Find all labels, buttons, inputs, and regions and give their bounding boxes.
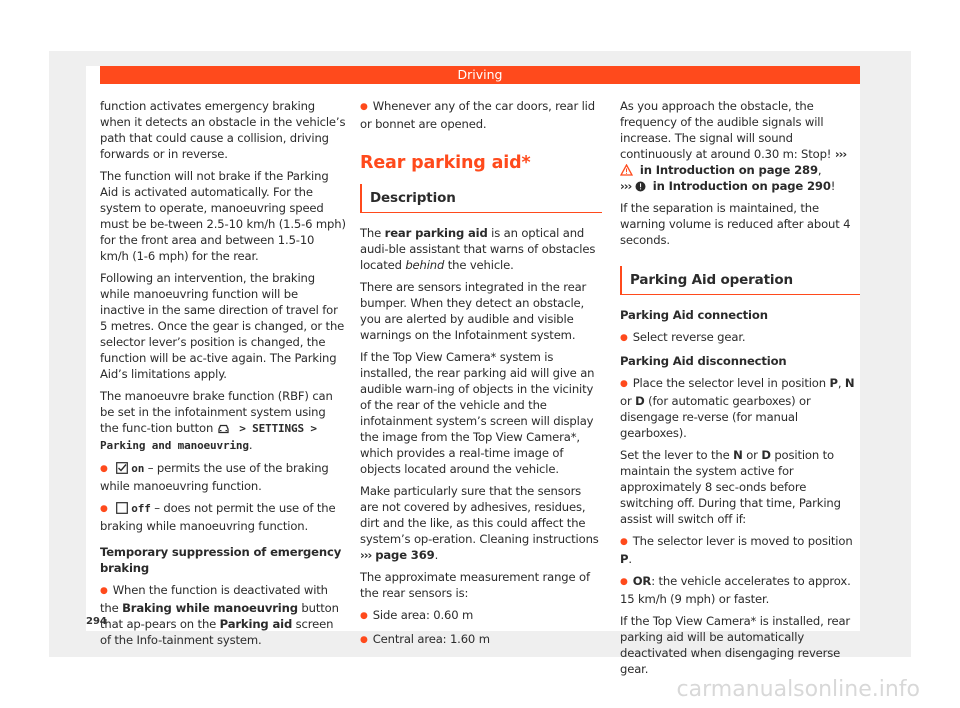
- page-number: 294: [86, 616, 107, 627]
- text: button that ap-pears on the: [100, 601, 339, 631]
- column-3: [620, 98, 860, 683]
- car-icon: [217, 424, 230, 434]
- text: The selector lever is moved to position: [632, 534, 853, 548]
- text: !: [830, 179, 836, 193]
- paragraph: If the Top View Camera* system is installed, the rear parking aid will give an audible warn-ing of objects in the vicinity of the rear of the vehicle and the infotainment system’s screen will display the image from the Top View Camera*, which provides a real-time image of objects located around the vehicle.: [360, 350, 595, 476]
- text: or: [620, 394, 636, 408]
- bold-text: P: [620, 552, 629, 566]
- bold-text: D: [761, 448, 771, 462]
- text: Make particularly sure that the sensors are not covered by adhesives, residues, dirt and the like, as this could affect the system’s op-eration. Cleaning instructions: [360, 484, 599, 546]
- text: or: [742, 448, 762, 462]
- off-label: off: [131, 502, 151, 515]
- bold-text: rear parking aid: [384, 226, 488, 240]
- text: Select reverse gear.: [632, 330, 746, 344]
- bold-text: N: [844, 376, 855, 390]
- text: .: [434, 548, 439, 562]
- paragraph: [620, 447, 860, 527]
- paragraph: The function will not brake if the Parking Aid is activated automatically. For the system to operate, manoeuvring speed must be be-tween 2.5-10 km/h (1.5-6 mph) for the front area and between 1.5-10 km/h (1-6 mph) for the rear.: [100, 169, 346, 263]
- on-text: – permits the use of the braking while manoeuvring function.: [100, 461, 329, 493]
- bullet: [620, 534, 633, 548]
- page-reference-link[interactable]: page 369: [371, 548, 435, 562]
- text: Set the lever to the: [620, 448, 734, 462]
- text: Place the selector level in position: [632, 376, 830, 390]
- paragraph: The approximate measurement range of the rear sensors is:: [360, 570, 590, 600]
- list-item: [620, 375, 860, 441]
- reference-arrow: ›››: [834, 147, 847, 161]
- italic-text: behind: [405, 258, 445, 272]
- bold-text: N: [733, 448, 743, 462]
- reference-arrow: ›››: [360, 548, 372, 562]
- heading: Temporary suppression of emergency braking: [100, 545, 342, 575]
- bullet: [620, 330, 633, 344]
- subsection-title: Description: [360, 184, 602, 213]
- chapter-header: Driving: [100, 66, 860, 84]
- reference-arrow: ›››: [620, 179, 632, 193]
- checkbox-checked-icon: [116, 462, 128, 474]
- paragraph: There are sensors integrated in the rear bumper. When they detect an obstacle, you are alerted by audible and visible warnings on the Infotainment system.: [360, 280, 587, 342]
- list-item: [620, 573, 860, 607]
- bold-text: Parking aid: [219, 617, 293, 631]
- page-reference-link[interactable]: in Introduction on page 289: [636, 163, 818, 177]
- paragraph: function activates emergency braking when it detects an obstacle in the vehicle’s path that could cause a collision, driving forwards or in reverse.: [100, 99, 346, 161]
- checkbox-empty-icon: [116, 502, 128, 514]
- bullet: [360, 632, 373, 646]
- bullet: [620, 376, 633, 390]
- menu-path: > SETTINGS > Parking and manoeuvring: [100, 422, 317, 452]
- column-2: [360, 98, 602, 655]
- warning-triangle-icon: [620, 164, 633, 176]
- off-text: – does not permit the use of the braking while manoeuvring function.: [100, 501, 336, 533]
- info-circle-icon: [635, 181, 646, 192]
- list-item: [100, 500, 346, 534]
- column-1: [100, 98, 346, 654]
- list-item: [620, 329, 860, 347]
- text: (for automatic gearboxes) or disengage re-verse (for manual gearboxes).: [620, 394, 811, 440]
- bold-text: OR: [632, 574, 652, 588]
- bullet: [100, 583, 113, 597]
- text: Side area: 0.60 m: [372, 608, 474, 622]
- subsection-title: Parking Aid operation: [620, 266, 860, 295]
- list-item: [360, 631, 602, 649]
- paragraph-text: The manoeuvre brake function (RBF) can be set in the infotainment system using the func-tion button: [100, 389, 333, 435]
- bold-text: D: [635, 394, 645, 408]
- text: Central area: 1.60 m: [372, 632, 490, 646]
- watermark: carmanualsonline.info: [676, 677, 920, 702]
- list-item: [360, 607, 602, 625]
- list-item: [360, 98, 602, 132]
- page-reference-link[interactable]: in Introduction on page 290: [648, 179, 831, 193]
- heading: Parking Aid disconnection: [620, 354, 787, 368]
- paragraph: [100, 388, 346, 454]
- paragraph: [360, 483, 602, 563]
- list-item: [620, 533, 860, 567]
- text: .: [628, 552, 632, 566]
- paragraph-end: .: [248, 438, 253, 452]
- text: Whenever any of the car doors, rear lid or bonnet are opened.: [360, 99, 595, 131]
- text: the vehicle.: [444, 258, 514, 272]
- text: is an optical and audi-ble assistant that warns of obstacles located: [360, 226, 596, 272]
- list-item: [100, 582, 346, 648]
- heading: Parking Aid connection: [620, 308, 768, 322]
- bold-text: P: [829, 376, 838, 390]
- bullet: [100, 461, 113, 475]
- paragraph: [360, 225, 602, 273]
- text: The: [360, 226, 385, 240]
- text: position to maintain the system active for approximately 8 sec-onds before switching off. During that time, Parking assist will switch off if:: [620, 448, 841, 526]
- paragraph: If the Top View Camera* is installed, rear parking aid will be automatically deactivated when disengaging reverse gear.: [620, 614, 851, 676]
- paragraph: If the separation is maintained, the warning volume is reduced after about 4 seconds.: [620, 201, 851, 247]
- text: : the vehicle accelerates to approx. 15 km/h (9 mph) or faster.: [620, 574, 851, 606]
- text: When the function is deactivated with the: [100, 583, 328, 615]
- list-item: [100, 460, 346, 494]
- bullet: [620, 574, 633, 588]
- on-label: on: [131, 462, 145, 475]
- text: As you approach the obstacle, the frequency of the audible signals will increase. The signal will sound continuously at around 0.30 m: Stop!: [620, 99, 835, 161]
- bullet: [360, 608, 373, 622]
- bullet: [100, 501, 113, 515]
- text: screen of the Info-tainment system.: [100, 617, 334, 647]
- paragraph: [620, 98, 860, 194]
- text: ,: [837, 376, 845, 390]
- text: ,: [817, 163, 822, 177]
- section-title: Rear parking aid*: [360, 153, 531, 173]
- bullet: [360, 99, 373, 113]
- paragraph: Following an intervention, the braking while manoeuvring function will be inactive in the same direction of travel for 5 metres. Once the gear is changed, or the selector lever’s position is changed, the function will be ac-tive again. The Parking Aid’s limitations apply.: [100, 271, 345, 381]
- bold-text: Braking while manoeuvring: [122, 601, 298, 615]
